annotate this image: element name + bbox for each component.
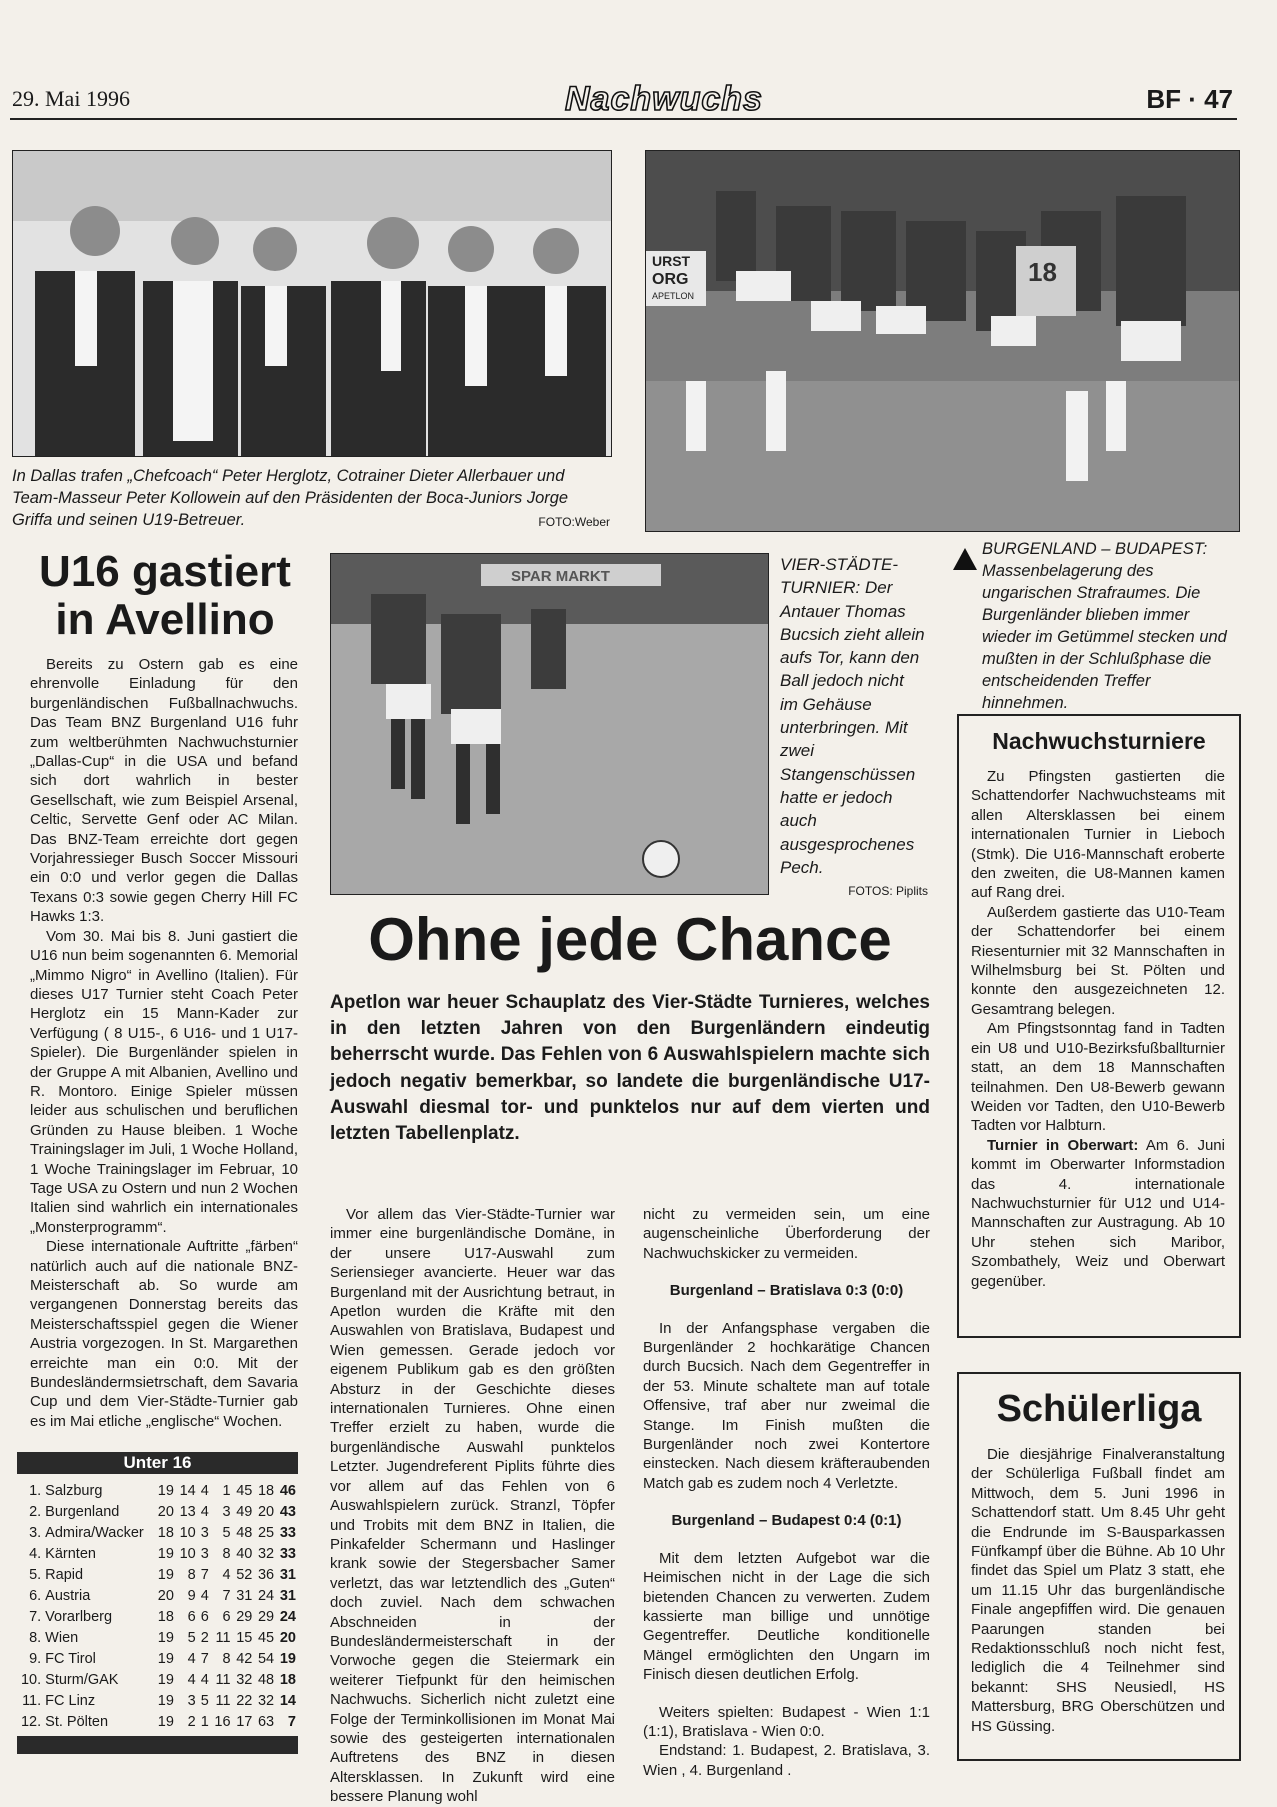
standings-cell-rank: 10. — [20, 1671, 42, 1688]
standings-footer-bar — [17, 1736, 298, 1754]
standings-cell-won: 10 — [179, 1524, 196, 1541]
standings-cell-goals-against: 18 — [257, 1482, 275, 1499]
standings-cell-points: 18 — [279, 1671, 296, 1688]
standings-cell-rank: 8. — [29, 1629, 42, 1646]
headline-main: Ohne jede Chance — [368, 906, 892, 973]
standings-cell-points: 31 — [279, 1587, 296, 1604]
photo-sign-apetlon: APETLON — [652, 291, 695, 301]
standings-cell-lost: 11 — [215, 1671, 231, 1688]
standings-cell-points: 20 — [279, 1629, 296, 1646]
match-budapest-title: Burgenland – Budapest 0:4 (0:1) — [671, 1512, 902, 1530]
standings-row — [17, 1480, 298, 1501]
match-budapest-text: Mit dem letzten Aufgebot war die Heimischen nicht in der Lage die sich bietenden Chancen zu verwerten. Zudem kassierte man billige und unnötige Gegentreffer. Deutliche konditionelle Mängel ermöglichten den Ungarn im Finisch diesen deutlichen Erfolg. — [643, 1549, 930, 1684]
standings-cell-rank: 6. — [29, 1587, 42, 1604]
results-other-games: Weiters spielten: Budapest - Wien 1:1 (1:1), Bratislava - Wien 0:0. — [643, 1703, 930, 1740]
standings-cell-won: 2 — [187, 1713, 196, 1730]
standings-cell-drawn: 3 — [200, 1524, 209, 1541]
standings-cell-played: 18 — [157, 1608, 174, 1625]
section-title: Nachwuchs — [565, 80, 763, 118]
standings-cell-rank: 2. — [29, 1503, 42, 1520]
standings-cell-goals-for: 49 — [236, 1503, 253, 1520]
headline-u16: U16 gastiert in Avellino — [39, 547, 291, 644]
standings-cell-played: 20 — [157, 1587, 174, 1604]
standings-cell-team: Rapid — [45, 1566, 84, 1583]
article-u16-paragraph: Bereits zu Ostern gab es eine ehrenvolle Einladung für den burgenländischen Fußballnachwuchs. Das Team BNZ Burgenland U16 fuhr zum weltberühmten Nachwuchsturnier „Dallas-Cup“ in die USA und befand sich dort wahrlich in bester Gesellschaft, wie zum Beispiel Arsenal, Celtic, Servette Genf oder AC Milan. Das BNZ-Team erreichte dort gegen Vorjahressieger Busch Soccer Missouri ein 0:0 und verlor gegen die Dallas Texans 0:3 sowie gegen Cherry Hill FC Hawks 1:3. — [30, 656, 298, 926]
standings-cell-drawn: 7 — [200, 1650, 209, 1667]
standings-cell-goals-for: 32 — [236, 1671, 253, 1688]
standings-cell-team: Burgenland — [45, 1503, 120, 1520]
standings-cell-lost: 1 — [222, 1482, 231, 1499]
standings-cell-played: 19 — [157, 1482, 174, 1499]
triangle-marker-icon — [953, 548, 977, 570]
standings-cell-lost: 8 — [222, 1650, 231, 1667]
box-paragraph-lead: Turnier in Oberwart: — [987, 1136, 1139, 1154]
standings-cell-points: 19 — [279, 1650, 296, 1667]
standings-cell-drawn: 3 — [200, 1545, 209, 1562]
match-bratislava-text: In der Anfangsphase vergaben die Burgenländer 2 hochkarätige Chancen durch Bucsich. Nach dem Gegentreffer in der 53. Minute schaltete man auf totale Offensive, traf aber nur zweimal die Stange. Im Finish mußten die Burgenländer noch zwei Kontertore einstecken. Nach diesem kräfteraubenden Match gab es zudem noch 4 Verletzte. — [643, 1319, 930, 1492]
standings-table-u16 — [17, 1452, 298, 1754]
photo-burgenland-budapest-illustration — [646, 151, 1239, 531]
standings-cell-won: 13 — [179, 1503, 196, 1520]
standings-cell-team: FC Tirol — [45, 1650, 96, 1667]
main-article-paragraph: Vor allem das Vier-Städte-Turnier war immer eine burgenländische Domäne, in der unsere U17-Auswahl zum Seriensieger avancierte. Heuer war das Burgenland mit der Ausrichtung betraut, in Apetlon wurden die Kräfte mit den Auswahlen von Bratislava, Budapest und Wien gemessen. Gerade jedoch vor eigenem Publikum gab es den größten Absturz in der Geschichte dieses internationalen Turnieres. Ohne einen Treffer erzielt zu haben, wurde die burgenländische Auswahl punktelos Letzter. Jugendreferent Piplits führte dies vor allem auf das Fehlen von 6 Auswahlspielern zurück. Stranzl, Töpfer und Trobits mit dem BNZ in Italien, die Pinkafelder Schermann und Haslinger krank sowie der Stegersbacher Samer verletzt, das war letztendlich des „Guten“ doch zuviel. Nach dem schwachen Abschneiden in der Bundesländermeisterschaft in der Vorwoche gegen die Steiermark ein weiterer Tiefpunkt für den heimischen Nachwuchs. Sicherlich nicht zuletzt eine Folge der Terminkollisionen im Monat Mai sowie des gesteigerten internationalen Auftretens des BNZ in diesen Altersklassen. In Zukunft wird eine bessere Planung wohl — [330, 1206, 615, 1806]
standings-cell-goals-for: 48 — [236, 1524, 253, 1541]
standings-cell-points: 46 — [279, 1482, 296, 1499]
standings-cell-goals-for: 40 — [236, 1545, 253, 1562]
standings-cell-rank: 12. — [20, 1713, 42, 1730]
match-bratislava-title: Burgenland – Bratislava 0:3 (0:0) — [669, 1282, 904, 1300]
photo-burgenland-budapest-caption — [955, 538, 1235, 714]
standings-cell-drawn: 4 — [200, 1503, 209, 1520]
standings-cell-played: 19 — [157, 1545, 174, 1562]
standings-cell-lost: 11 — [215, 1692, 231, 1709]
standings-cell-goals-for: 45 — [236, 1482, 253, 1499]
main-article-paragraph: nicht zu vermeiden sein, um eine augenscheinliche Überforderung der Nachwuchskicker zu vermeiden. — [643, 1206, 930, 1262]
standings-row — [17, 1585, 298, 1606]
standings-cell-points: 43 — [279, 1503, 296, 1520]
standings-cell-goals-for: 17 — [236, 1713, 253, 1730]
standings-cell-team: Salzburg — [45, 1482, 103, 1499]
photo-vier-staedte-illustration — [331, 554, 768, 894]
standings-cell-goals-against: 32 — [257, 1692, 275, 1709]
standings-cell-goals-against: 32 — [257, 1545, 275, 1562]
photo-dallas-caption-text: In Dallas trafen „Chefcoach“ Peter Herglotz, Cotrainer Dieter Allerbauer und Team-Masseur Peter Kollowein auf den Präsidenten der Boca-Juniors Jorge Griffa und seinen U19-Betreuer. — [12, 467, 569, 529]
standings-cell-rank: 7. — [29, 1608, 42, 1625]
photo-burgenland-budapest-caption-text: BURGENLAND – BUDAPEST: Massenbelagerung des ungarischen Strafraumes. Die Burgenländer blieben immer wieder im Getümmel stecken und mußten in der Schlußphase die entscheidenden Treffer hinnehmen. — [982, 540, 1227, 712]
article-u16-paragraph: Vom 30. Mai bis 8. Juni gastiert die U16 nun beim sogenannten 6. Memorial „Mimmo Nigro“ in Avellino (Italien). Für dieses U17 Turnier steht Coach Peter Herglotz ein 15 Mann-Kader zur Verfügung ( 8 U15-, 6 U16- und 1 U17-Spieler). Die Burgenländer spielen in der Gruppe A mit Albanien, Avellino und R. Montoro. Einige Spieler müssen leider aus schulischen und beruflichen Gründen zu Hause bleiben. 1 Woche Trainingslager im Juli, 1 Woche Holland, 1 Woche Trainingslager im Februar, 10 Tage USA zu Ostern und nun 2 Wochen Italien sind wahrlich ein internationales „Monsterprogramm“. — [30, 927, 298, 1236]
photo-dallas-group-illustration — [13, 151, 611, 456]
standings-cell-team: Kärnten — [45, 1545, 96, 1562]
standings-row — [17, 1690, 298, 1711]
standings-cell-team: Wien — [45, 1629, 79, 1646]
standings-cell-goals-for: 42 — [236, 1650, 253, 1667]
standings-cell-lost: 7 — [222, 1587, 231, 1604]
page-number: BF · 47 — [1146, 84, 1233, 114]
standings-cell-lost: 8 — [222, 1545, 231, 1562]
standings-cell-goals-against: 24 — [257, 1587, 275, 1604]
standings-cell-played: 19 — [157, 1629, 174, 1646]
standings-cell-played: 19 — [157, 1713, 174, 1730]
standings-cell-rank: 4. — [29, 1545, 42, 1562]
photo-sign-spar: SPAR MARKT — [511, 568, 610, 585]
standings-cell-goals-against: 63 — [257, 1713, 275, 1730]
box-paragraph-text: Am 6. Juni kommt im Oberwarter Informstadion das 4. internationale Nachwuchsturnier für U12 und U14-Mannschaften zur Austragung. Ab 10 Uhr stehen sich Maribor, Szombathely, Weiz und Oberwart gegenüber. — [971, 1136, 1225, 1290]
standings-cell-goals-for: 52 — [236, 1566, 253, 1583]
standings-row — [17, 1648, 298, 1669]
standings-cell-lost: 5 — [222, 1524, 231, 1541]
box-schuelerliga-title: Schülerliga — [996, 1388, 1202, 1430]
standings-cell-points: 24 — [279, 1608, 296, 1625]
photo-dallas-group — [12, 150, 612, 457]
standings-cell-lost: 11 — [215, 1629, 231, 1646]
standings-cell-won: 5 — [187, 1629, 196, 1646]
standings-cell-won: 4 — [187, 1671, 196, 1688]
standings-cell-played: 19 — [157, 1566, 174, 1583]
standings-cell-drawn: 4 — [200, 1482, 209, 1499]
standings-cell-rank: 9. — [29, 1650, 42, 1667]
box-nachwuchsturniere-title: Nachwuchsturniere — [992, 728, 1206, 754]
photo-vier-staedte-caption: VIER-STÄDTE-TURNIER: Der Antauer Thomas Bucsich zieht allein aufs Tor, kann den Ball jedoch nicht im Gehäuse unterbringen. Mit zwei Stangenschüssen hatte er jedoch auch ausgesprochenes Pech. — [780, 555, 925, 877]
standings-cell-goals-for: 15 — [236, 1629, 253, 1646]
standings-cell-points: 31 — [279, 1566, 296, 1583]
box-nachwuchsturniere-body — [959, 767, 1239, 1291]
photo-jersey-number: 18 — [1028, 257, 1057, 287]
box-schuelerliga — [957, 1372, 1241, 1761]
standings-cell-drawn: 6 — [200, 1608, 209, 1625]
box-paragraph: Außerdem gastierte das U10-Team der Schattendorfer bei einem Riesenturnier mit 32 Mannschaften in Wilhelmsburg bei St. Pölten und konnte den ausgezeichneten 12. Gesamtrang belegen. — [971, 903, 1225, 1018]
box-nachwuchsturniere — [957, 714, 1241, 1338]
standings-cell-drawn: 4 — [200, 1587, 209, 1604]
standings-cell-lost: 4 — [222, 1566, 231, 1583]
main-article-lead: Apetlon war heuer Schauplatz des Vier-Städte Turnieres, welches in den letzten Jahren von den Burgenländern eindeutig beherrscht wurde. Das Fehlen von 6 Auswahlspielern machte sich jedoch negativ bemerkbar, so landete die burgenländische U17-Auswahl diesmal tor- und punktelos nur auf dem vierten und letzten Tabellenplatz. — [330, 992, 930, 1145]
photo-burgenland-budapest — [645, 150, 1240, 532]
standings-row — [17, 1606, 298, 1627]
standings-row — [17, 1543, 298, 1564]
standings-cell-drawn: 2 — [200, 1629, 209, 1646]
standings-cell-points: 14 — [279, 1692, 296, 1709]
standings-cell-team: Sturm/GAK — [45, 1671, 119, 1688]
photo-vier-staedte — [330, 553, 769, 895]
article-u16-body — [30, 655, 298, 1431]
photo-sign-urst: URST — [652, 253, 691, 269]
standings-cell-won: 3 — [187, 1692, 196, 1709]
standings-cell-goals-against: 29 — [257, 1608, 275, 1625]
standings-cell-rank: 5. — [29, 1566, 42, 1583]
photo-vier-staedte-credit: FOTOS: Piplits — [848, 884, 928, 898]
standings-cell-goals-for: 29 — [236, 1608, 253, 1625]
standings-title: Unter 16 — [17, 1452, 298, 1474]
standings-cell-goals-against: 45 — [257, 1629, 275, 1646]
issue-date: 29. Mai 1996 — [12, 86, 130, 111]
header-rule — [10, 118, 1237, 120]
standings-cell-won: 10 — [179, 1545, 196, 1562]
standings-cell-played: 20 — [157, 1503, 174, 1520]
standings-cell-goals-against: 25 — [257, 1524, 275, 1541]
standings-cell-rank: 3. — [29, 1524, 42, 1541]
standings-cell-team: FC Linz — [45, 1692, 96, 1709]
standings-cell-goals-for: 31 — [236, 1587, 253, 1604]
standings-cell-points: 33 — [279, 1545, 296, 1562]
standings-cell-drawn: 1 — [200, 1713, 209, 1730]
standings-row — [17, 1501, 298, 1522]
standings-cell-goals-against: 36 — [257, 1566, 275, 1583]
standings-cell-lost: 6 — [222, 1608, 231, 1625]
standings-cell-won: 9 — [187, 1587, 196, 1604]
standings-cell-played: 19 — [157, 1692, 174, 1709]
standings-cell-team: Vorarlberg — [45, 1608, 113, 1625]
box-paragraph: Zu Pfingsten gastierten die Schattendorfer Nachwuchsteams mit allen Altersklassen bei einem internationalen Turnier in Lieboch (Stmk). Die U16-Mannschaft eroberte den zweiten, die U8-Mannen kamen auf Rang drei. — [971, 768, 1225, 902]
standings-cell-points: 33 — [279, 1524, 296, 1541]
standings-row — [17, 1627, 298, 1648]
standings-cell-won: 4 — [187, 1650, 196, 1667]
standings-cell-team: Admira/Wacker — [45, 1524, 144, 1541]
standings-cell-goals-against: 48 — [257, 1671, 275, 1688]
standings-cell-drawn: 5 — [200, 1692, 209, 1709]
standings-cell-rank: 11. — [22, 1692, 42, 1709]
standings-table — [17, 1480, 298, 1732]
photo-sign-org: ORG — [652, 271, 689, 288]
results-final-standing: Endstand: 1. Budapest, 2. Bratislava, 3. Wien , 4. Burgenland . — [643, 1742, 930, 1779]
standings-cell-team: St. Pölten — [45, 1713, 109, 1730]
box-paragraph — [971, 1136, 1225, 1291]
box-paragraph: Am Pfingstsonntag fand in Tadten ein U8 und U10-Bezirksfußballturnier statt, an dem 18 Mannschaften teilnahmen. Den U8-Bewerb gewann Weiden vor Tadten, den U10-Bewerb Tadten vor Halbturn. — [971, 1020, 1225, 1135]
standings-cell-played: 19 — [157, 1671, 174, 1688]
standings-cell-won: 6 — [187, 1608, 196, 1625]
standings-cell-lost: 16 — [214, 1713, 231, 1730]
standings-cell-team: Austria — [45, 1587, 91, 1604]
photo-dallas-caption — [12, 465, 610, 533]
standings-cell-drawn: 4 — [200, 1671, 209, 1688]
standings-row — [17, 1522, 298, 1543]
standings-cell-goals-against: 20 — [257, 1503, 275, 1520]
standings-cell-won: 14 — [179, 1482, 196, 1499]
main-article-column-2 — [643, 1205, 930, 1780]
main-article-column-1 — [330, 1205, 615, 1807]
article-u16-paragraph: Diese internationale Auftritte „färben“ natürlich auch auf die nationale BNZ-Meisterschaft ab. So wurde am vergangenen Donnerstag bereits das Meisterschaftsspiel gegen die Wiener Austria vorgezogen. In St. Margarethen erreichte man ein 0:0. Mit der Bundesländermsietrschaft, dem Savaria Cup und dem Vier-Städte-Turnier gab es im Mai etliche „englische“ Wochen. — [30, 1238, 298, 1430]
standings-cell-rank: 1. — [29, 1482, 42, 1499]
standings-cell-points: 7 — [287, 1713, 296, 1730]
standings-row — [17, 1669, 298, 1690]
standings-row — [17, 1711, 298, 1732]
photo-dallas-credit: FOTO:Weber — [538, 515, 610, 529]
standings-cell-played: 19 — [157, 1650, 174, 1667]
standings-cell-won: 8 — [187, 1566, 196, 1583]
standings-cell-lost: 3 — [222, 1503, 231, 1520]
standings-cell-goals-against: 54 — [257, 1650, 275, 1667]
standings-cell-goals-for: 22 — [236, 1692, 253, 1709]
box-paragraph: Die diesjährige Finalveranstaltung der Schülerliga Fußball findet am Mittwoch, dem 5. Juni 1996 in Schattendorf statt. Um 8.45 Uhr geht die Endrunde im S-Bausparkassen Fünfkampf über die Bühne. Ab 10 Uhr findet das Spiel um Platz 3 statt, ehe um 11.15 Uhr das burgenländische Finale angepfiffen wird. Die genauen Paarungen standen bei Redaktionsschluß noch nicht fest, lediglich die 4 Teilnehmer sind bekannt: SHS Neusiedl, HS Mattersburg, BRG Oberschützen und HS Güssing. — [971, 1446, 1225, 1735]
standings-row — [17, 1564, 298, 1585]
standings-cell-played: 18 — [157, 1524, 174, 1541]
standings-cell-drawn: 7 — [200, 1566, 209, 1583]
box-schuelerliga-body — [959, 1445, 1239, 1736]
